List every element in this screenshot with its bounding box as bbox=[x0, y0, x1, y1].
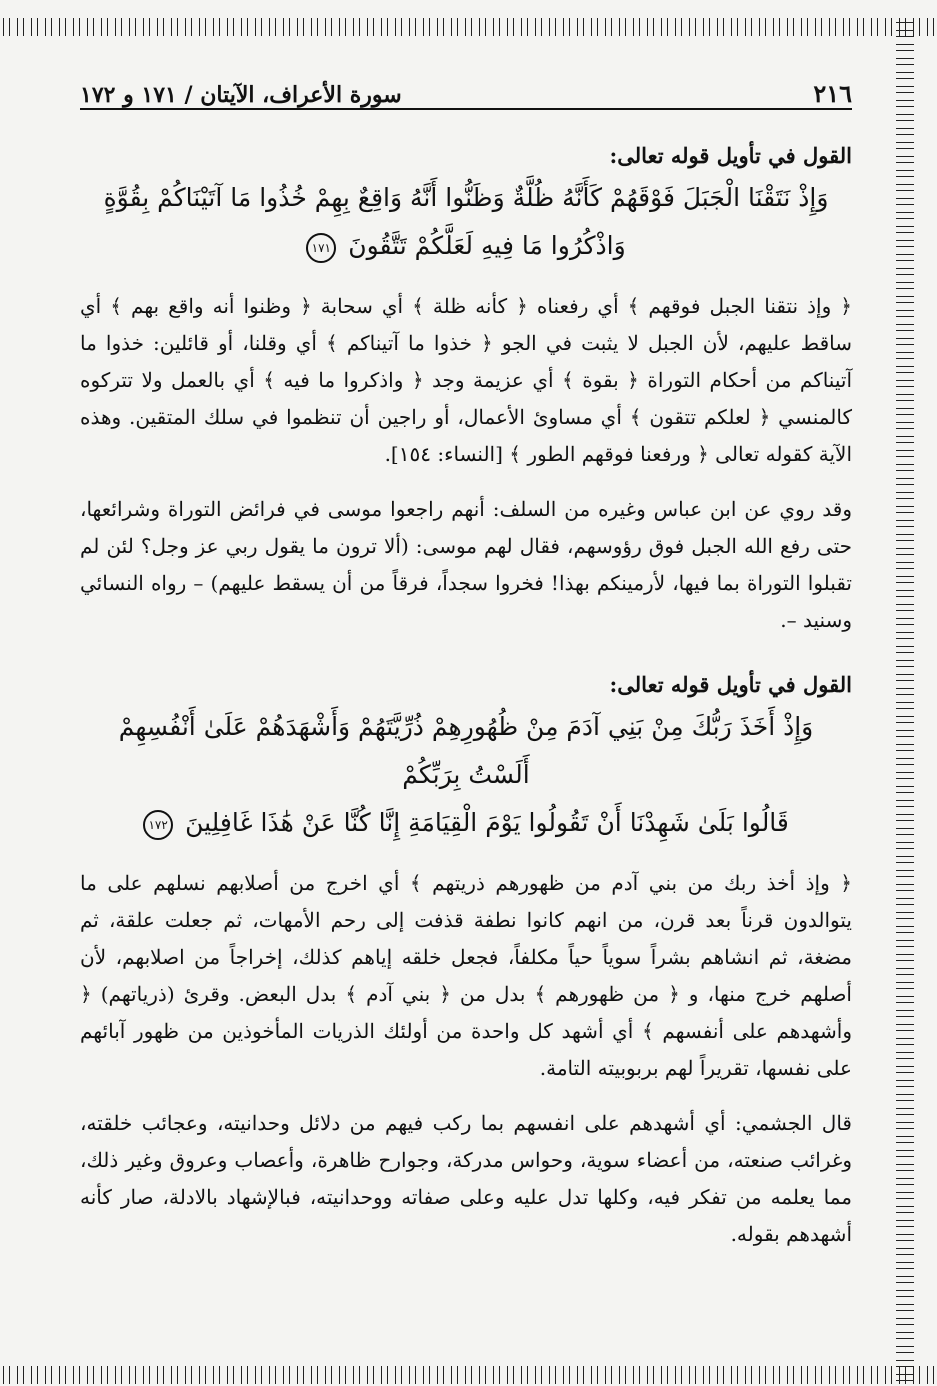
verse-number-marker: ١٧١ bbox=[306, 233, 336, 263]
page-content bbox=[80, 60, 852, 1253]
section-heading-2: القول في تأويل قوله تعالى: bbox=[609, 672, 852, 697]
verse-line bbox=[86, 799, 846, 847]
page-number: ٢١٦ bbox=[813, 79, 852, 108]
running-title: سورة الأعراف، الآيتان / ١٧١ و ١٧٢ bbox=[80, 82, 402, 108]
decorative-border-top bbox=[0, 18, 937, 36]
commentary-paragraph: ﴿ وإذ أخذ ربك من بني آدم من ظهورهم ذريتهم ﴾ أي اخرج من أصلابهم نسلهم على ما يتوالدون قرناً بعد قرن، من انهم كانوا نطفة قذفت إلى رحم الأمهات، ثم جعلت علقة، ثم مضغة، ثم انشاهم بشراً سوياً حياً مكلفاً، فجعل خلقه إياهم كذلك، إخراجاً من اصلابهم، لأن أصلهم خرج منها، و ﴿ من ظهورهم ﴾ بدل من ﴿ بني آدم ﴾ بدل البعض. وقرئ (ذرياتهم) ﴿ وأشهدهم على أنفسهم ﴾ أي أشهد كل واحدة من أولئك الذريات المأخوذين من ظهور آبائهم على نفسها، تقريراً لهم بربوبيته التامة. bbox=[80, 871, 853, 1080]
verse-text: وَاذْكُرُوا مَا فِيهِ لَعَلَّكُمْ تَتَّقُونَ bbox=[348, 231, 626, 260]
verse-number-marker: ١٧٢ bbox=[143, 810, 173, 840]
quran-verse-171 bbox=[80, 174, 852, 270]
verse-line: وَإِذْ أَخَذَ رَبُّكَ مِنْ بَنِي آدَمَ مِنْ ظُهُورِهِمْ ذُرِّيَّتَهُمْ وَأَشْهَدَهُمْ عَلَىٰ أَنْفُسِهِمْ أَلَسْتُ بِرَبِّكُمْ bbox=[118, 712, 814, 789]
commentary-paragraph: وقد روي عن ابن عباس وغيره من السلف: أنهم راجعوا موسى في فرائض التوراة وشرائعها، حتى رفع الله الجبل فوق رؤوسهم، فقال لهم موسى: (ألا ترون ما يقول ربي عز وجل؟ لئن لم تقبلوا التوراة بما فيها، لأرمينكم بهذا! فخروا سجداً، فرقاً من أن يسقط عليهم) – رواه النسائي وسنيد –. bbox=[80, 497, 852, 632]
verse-text: قَالُوا بَلَىٰ شَهِدْنَا أَنْ تَقُولُوا يَوْمَ الْقِيَامَةِ إِنَّا كُنَّا عَنْ هَٰذَا غَافِلِينَ bbox=[185, 808, 789, 837]
commentary-paragraph: ﴿ وإذ نتقنا الجبل فوقهم ﴾ أي رفعناه ﴿ كأنه ظلة ﴾ أي سحابة ﴿ وظنوا أنه واقع بهم ﴾ أي ساقط عليهم، لأن الجبل لا يثبت في الجو ﴿ خذوا ما آتيناكم ﴾ أي وقلنا، أو قائلين: خذوا ما آتيناكم من أحكام التوراة ﴿ بقوة ﴾ أي عزيمة وجد ﴿ واذكروا ما فيه ﴾ أي بالعمل ولا تتركوه كالمنسي ﴿ لعلكم تتقون ﴾ أي مساوئ الأعمال، أو راجين أن تنظموا في سلك المتقين. وهذه الآية كقوله تعالى ﴿ ورفعنا فوقهم الطور ﴾ [النساء: ١٥٤]. bbox=[80, 294, 852, 466]
verse-line bbox=[86, 222, 846, 270]
section-heading-1: القول في تأويل قوله تعالى: bbox=[609, 143, 852, 168]
commentary-paragraph: قال الجشمي: أي أشهدهم على انفسهم بما ركب فيهم من دلائل وحدانيته، وعجائب خلقته، وغرائب صنعته، من أعضاء سوية، وحواس مدركة، وجوارح ظاهرة، وأعصاب وعروق وغير ذلك، مما يعلمه من تفكر فيه، وكلها تدل عليه وعلى صفاته ووحدانيته، فبالإشهاد بالادلة، صار كأنه أشهدهم بقوله. bbox=[80, 1111, 853, 1246]
decorative-border-bottom bbox=[0, 1366, 937, 1384]
verse-line: وَإِذْ نَتَقْنَا الْجَبَلَ فَوْقَهُمْ كَأَنَّهُ ظُلَّةٌ وَظَنُّوا أَنَّهُ وَاقِعٌ بِهِمْ خُذُوا مَا آتَيْنَاكُمْ بِقُوَّةٍ bbox=[103, 183, 829, 212]
quran-verse-172 bbox=[80, 703, 852, 847]
decorative-border-right bbox=[896, 18, 914, 1384]
running-header bbox=[80, 60, 852, 110]
